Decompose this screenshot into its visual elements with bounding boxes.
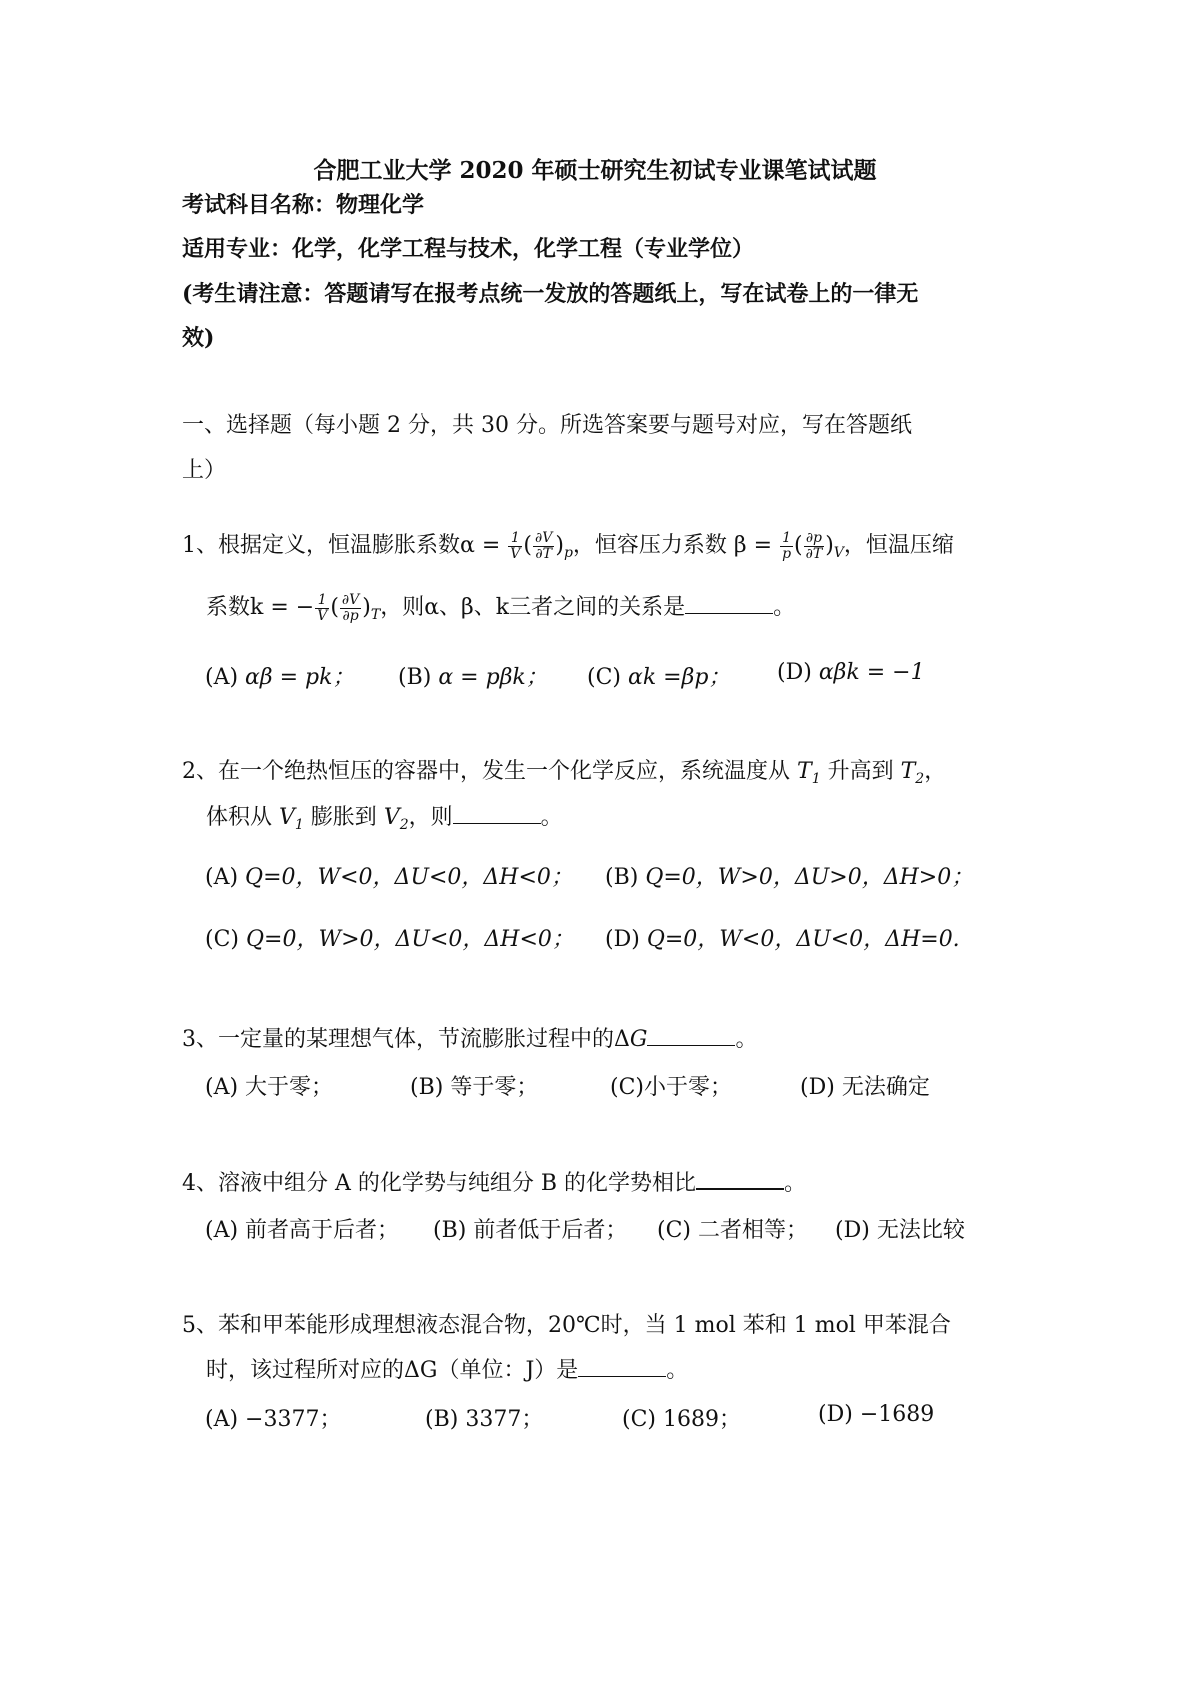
q5-option-c: (C) 1689；	[622, 1407, 741, 1432]
q3-option-d: (D) 无法确定	[800, 1075, 930, 1100]
q1-frac-1-over-p: $\frac{1}{p}$	[782, 529, 792, 562]
q3-stem: 3、一定量的某理想气体，节流膨胀过程中的ΔG 。	[182, 1027, 758, 1052]
q4-option-c: (C) 二者相等；	[657, 1218, 809, 1243]
q1-answer-blank	[685, 593, 773, 614]
q5-option-a: (A) −3377；	[205, 1407, 342, 1432]
q3-option-b: (B) 等于零；	[410, 1075, 539, 1100]
q5-option-b: (B) 3377；	[425, 1407, 544, 1432]
q2-option-a: (A) Q=0，W<0，ΔU<0，ΔH<0；	[205, 865, 573, 890]
q1-option-b: (B) α = pβk；	[398, 665, 548, 690]
q3-answer-blank	[647, 1025, 735, 1046]
q1-text-part2: ，恒容压力系数 β =	[572, 533, 773, 558]
q5-stem-line2: 时，该过程所对应的ΔG（单位：J）是 。	[206, 1358, 689, 1383]
q1-text-part5: ，则α、β、k三者之间的关系是	[380, 595, 686, 620]
q1-stem-line1: 1、根据定义，恒温膨胀系数α = $\frac{1}{V}$ ( $\frac{\partial V}{\partial T}$ )$_p$，恒容压力系数 β = $\frac{1}{p}$ ( $\frac{\partial p}{\partial T}$ )$_V$，恒温压缩	[182, 529, 954, 562]
q1-text-part6: 。	[773, 595, 796, 620]
q1-text-part1: 1、根据定义，恒温膨胀系数α =	[182, 533, 501, 558]
q4-option-a: (A) 前者高于后者；	[205, 1218, 400, 1243]
q2-stem-line2: 体积从 $V_1$ 膨胀到 $V_2$，则 。	[206, 805, 563, 833]
exam-title: 合肥工业大学 2020 年硕士研究生初试专业课笔试试题	[313, 157, 877, 184]
q3-option-c: (C)小于零；	[610, 1075, 733, 1100]
q5-answer-blank	[578, 1356, 666, 1377]
q1-option-d: (D) αβk = −1	[777, 660, 925, 685]
q4-answer-blank	[696, 1168, 784, 1190]
section1-heading-line1: 一、选择题（每小题 2 分，共 30 分。所选答案要与题号对应，写在答题纸	[182, 413, 912, 438]
q1-option-c: (C) αk =βp；	[587, 665, 731, 690]
q5-stem-line1: 5、苯和甲苯能形成理想液态混合物，20℃时，当 1 mol 苯和 1 mol 甲苯混合	[182, 1313, 951, 1338]
exam-majors: 适用专业：化学，化学工程与技术，化学工程（专业学位）	[182, 236, 755, 262]
q2-option-b: (B) Q=0，W>0，ΔU>0，ΔH>0；	[605, 865, 974, 890]
q1-frac-dp-dT: $\frac{\partial p}{\partial T}$	[805, 529, 823, 562]
q2-stem-line1: 2、在一个绝热恒压的容器中，发生一个化学反应，系统温度从 $T_1$ 升高到 $T_2$，	[182, 759, 947, 787]
section1-heading-line2: 上）	[182, 458, 227, 483]
exam-notice-line2: 效)	[182, 325, 215, 351]
q1-text-part4: 系数k = −	[206, 595, 315, 620]
q4-option-d: (D) 无法比较	[835, 1218, 965, 1243]
q1-option-a: (A) αβ = pk；	[205, 665, 355, 690]
q1-text-part3: ，恒温压缩	[843, 533, 954, 558]
q2-answer-blank	[453, 803, 541, 824]
q3-option-a: (A) 大于零；	[205, 1075, 334, 1100]
q4-stem: 4、溶液中组分 A 的化学势与纯组分 B 的化学势相比 。	[182, 1166, 806, 1197]
q1-frac-dV-dT: $\frac{\partial V}{\partial T}$	[535, 529, 553, 562]
q2-option-c: (C) Q=0，W>0，ΔU<0，ΔH<0；	[205, 927, 574, 952]
exam-notice-line1: (考生请注意：答题请写在报考点统一发放的答题纸上，写在试卷上的一律无	[182, 281, 919, 307]
q1-frac-dV-dp: $\frac{\partial V}{\partial p}$	[341, 591, 360, 624]
q4-option-b: (B) 前者低于后者；	[433, 1218, 628, 1243]
q1-frac-1-over-V: $\frac{1}{V}$	[510, 529, 521, 562]
q5-option-d: (D) −1689	[818, 1402, 935, 1427]
exam-subject: 考试科目名称：物理化学	[182, 192, 425, 218]
q1-frac-1-over-V-2: $\frac{1}{V}$	[317, 591, 328, 624]
q2-option-d: (D) Q=0，W<0，ΔU<0，ΔH=0.	[605, 927, 960, 952]
q1-stem-line2: 系数k = − $\frac{1}{V}$ ( $\frac{\partial V}{\partial p}$ )$_T$，则α、β、k三者之间的关系是 。	[206, 591, 796, 624]
